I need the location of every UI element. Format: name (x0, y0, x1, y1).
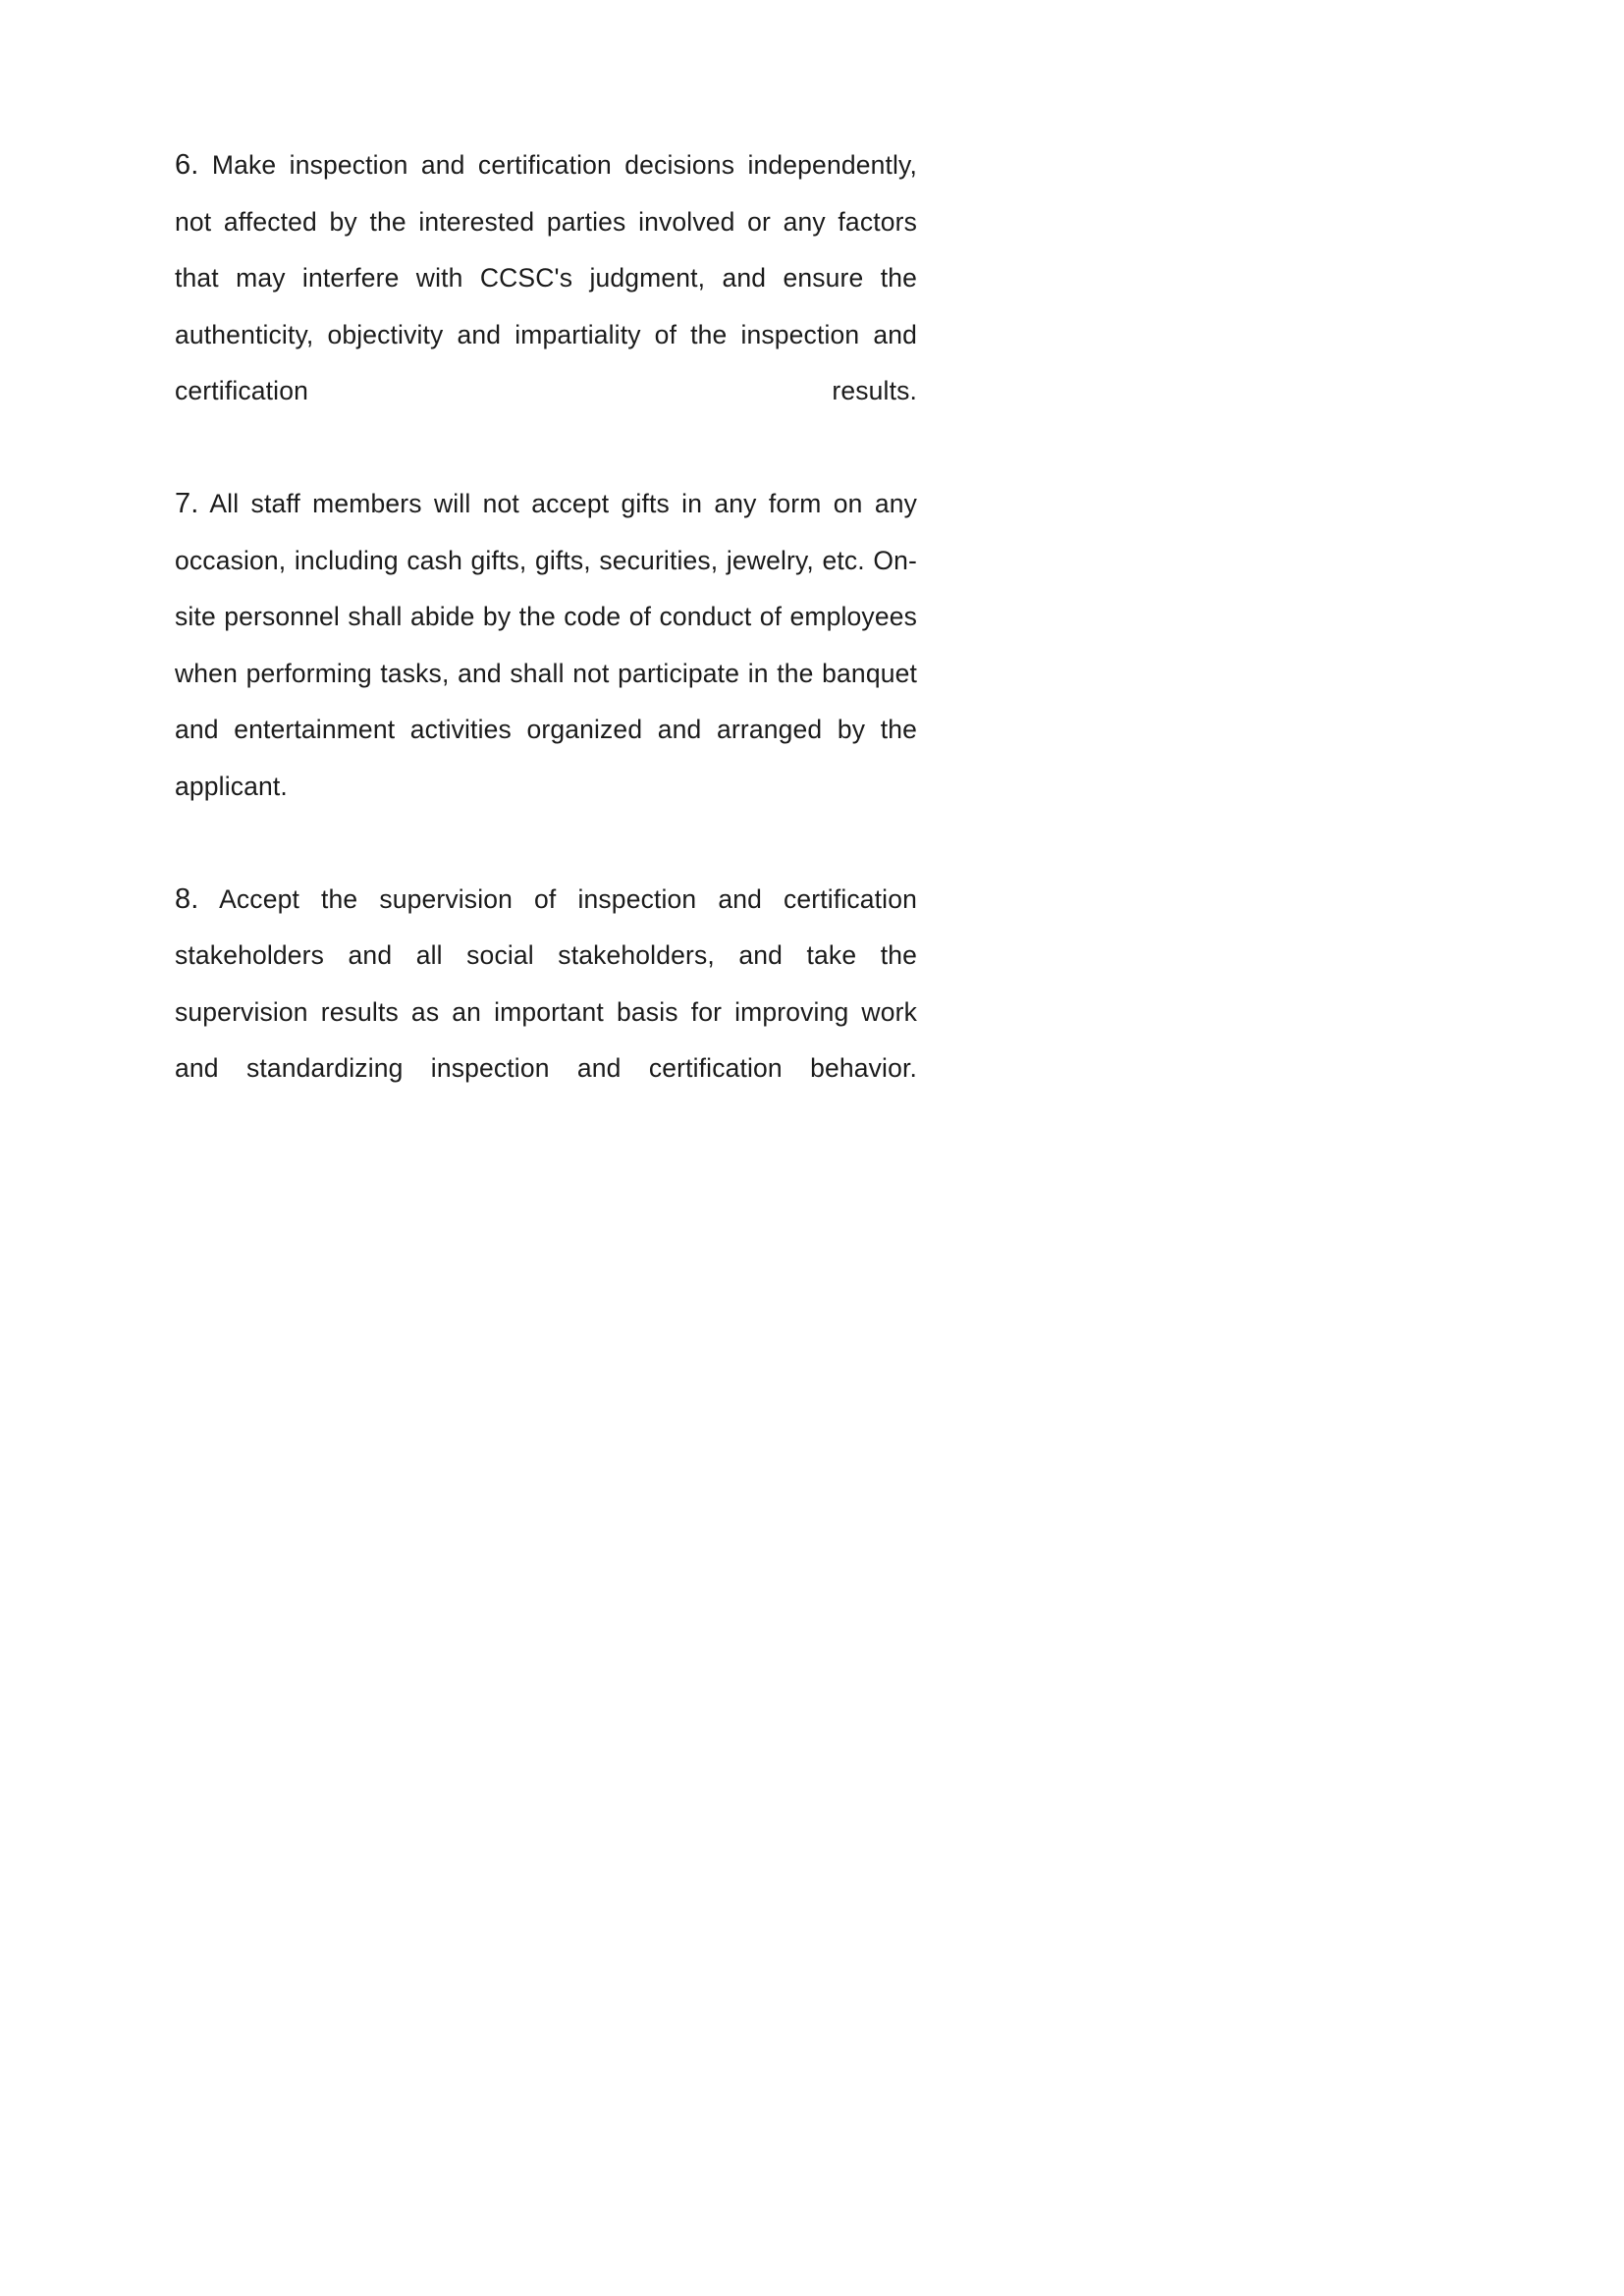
paragraph-number: 8. (175, 882, 199, 915)
numbered-paragraph-6 (175, 137, 917, 476)
document-body (175, 137, 917, 1153)
paragraph-number: 7. (175, 488, 199, 519)
numbered-paragraph-8 (175, 872, 917, 1154)
numbered-paragraph-7 (175, 476, 917, 872)
paragraph-text: All staff members will not accept gifts in any form on any occasion, including cash gifts, gifts, securities, jewelry, etc. On-site personnel shall abide by the code of conduct of employees when performing tasks, and shall not participate in the banquet and entertainment activities organized and arranged by the applicant. (175, 489, 917, 801)
paragraph-number: 6. (175, 149, 199, 181)
paragraph-text: Accept the supervision of inspection and certification stakeholders and all social stakeholders, and take the supervision results as an important basis for improving work and standardizing inspection and certification behavior. (175, 883, 917, 1083)
paragraph-text: Make inspection and certification decisions independently, not affected by the interested parties involved or any factors that may interfere with CCSC's judgment, and ensure the authenticity, objectivity and impartiality of the inspection and certification results. (175, 150, 917, 405)
